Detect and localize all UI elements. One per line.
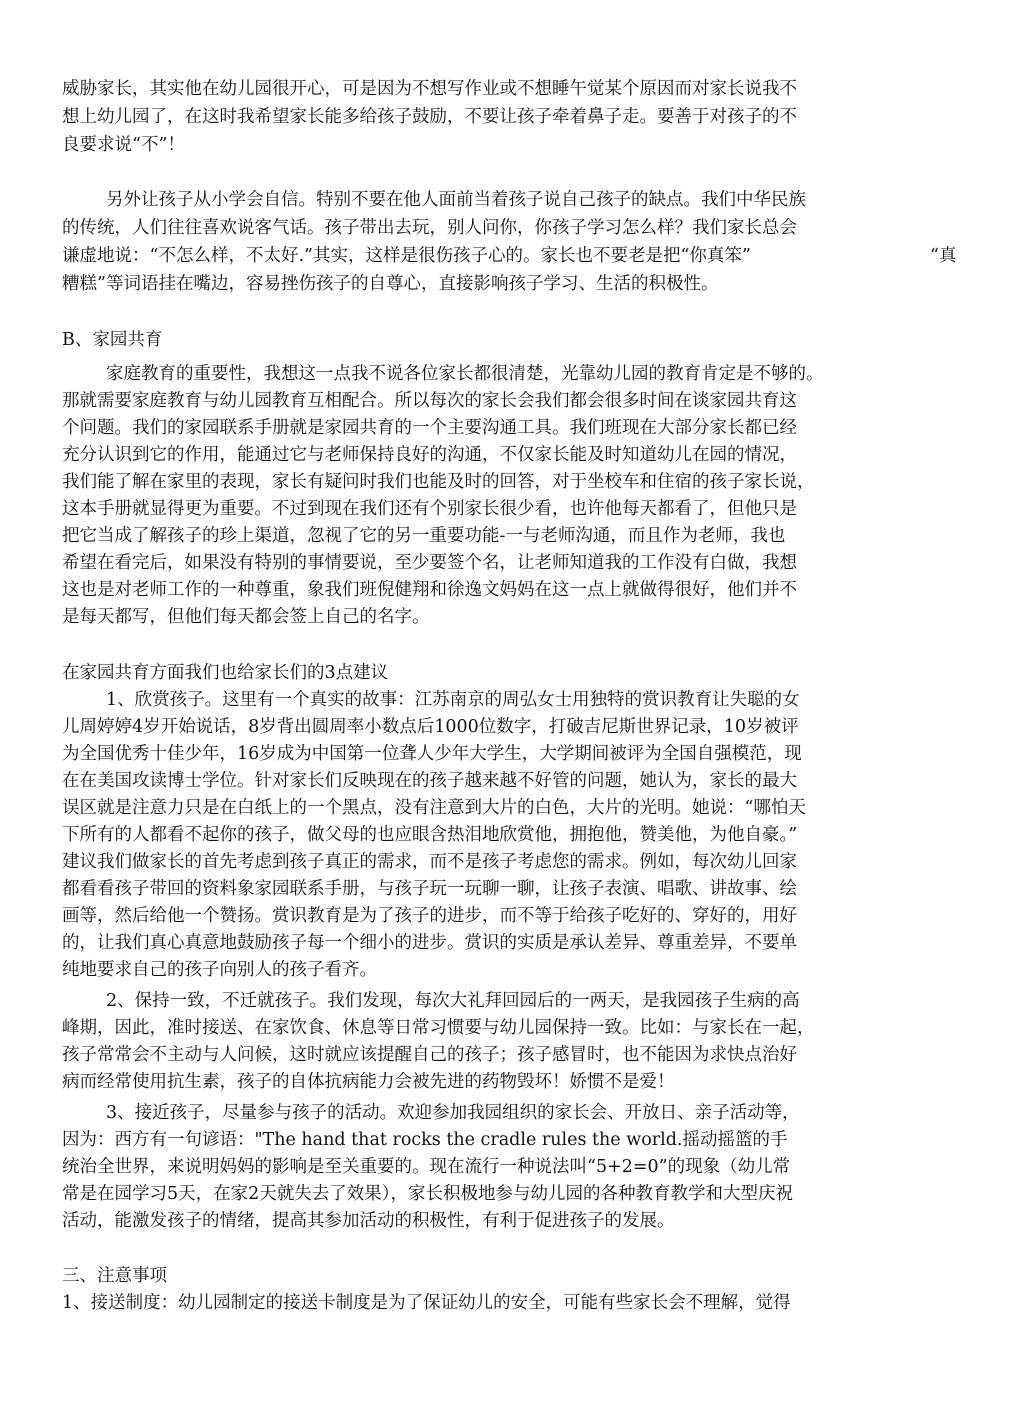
text-line: 3、接近孩子，尽量参与孩子的活动。欢迎参加我园组织的家长会、开放日、亲子活动等， <box>106 1103 800 1123</box>
text-line: 希望在看完后，如果没有特别的事情要说，至少要签个名，让老师知道我的工作没有白做，我想 <box>62 553 797 573</box>
text-line: 常是在园学习5天，在家2天就失去了效果），家长积极地参与幼儿园的各种教育教学和大型庆祝 <box>62 1184 794 1204</box>
text-line: 家庭教育的重要性，我想这一点我不说各位家长都很清楚，光靠幼儿园的教育肯定是不够的。 <box>106 364 824 384</box>
text-line: 建议我们做家长的首先考虑到孩子真正的需求，而不是孩子考虑您的需求。例如，每次幼儿回家 <box>62 852 797 872</box>
section-heading: 三、注意事项 <box>62 1266 167 1286</box>
text-line: 纯地要求自己的孩子向别人的孩子看齐。 <box>62 960 377 980</box>
section-heading: B、家园共育 <box>62 330 163 350</box>
text-line: 良要求说“不”！ <box>62 135 185 155</box>
text-line: 因为：西方有一句谚语："The hand that rocks the cradle rules the world.摇动摇篮的手 <box>62 1130 788 1150</box>
text-line: 谦虚地说：“不怎么样，不太好.”其实，这样是很伤孩子心的。家长也不要老是把“你真笨” <box>62 246 751 266</box>
text-line: 是每天都写，但他们每天都会签上自己的名字。 <box>62 607 430 627</box>
text-line: 我们能了解在家里的表现，家长有疑问时我们也能及时的回答，对于坐校车和住宿的孩子家长说， <box>62 472 815 492</box>
text-line: 活动，能激发孩子的情绪，提高其参加活动的积极性，有利于促进孩子的发展。 <box>62 1211 675 1231</box>
text-line: 威胁家长，其实他在幼儿园很开心，可是因为不想写作业或不想睡午觉某个原因而对家长说我不 <box>62 79 797 99</box>
text-line: 这本手册就显得更为重要。不过到现在我们还有个别家长很少看，也许他每天都看了，但他只是 <box>62 499 797 519</box>
text-line: 糟糕”等词语挂在嘴边，容易挫伤孩子的自尊心，直接影响孩子学习、生活的积极性。 <box>62 274 719 294</box>
text-line: 画等，然后给他一个赞扬。赏识教育是为了孩子的进步，而不等于给孩子吃好的、穿好的，用好 <box>62 906 797 926</box>
text-line: 1、接送制度：幼儿园制定的接送卡制度是为了保证幼儿的安全，可能有些家长会不理解，觉得 <box>62 1293 791 1313</box>
text-line: 想上幼儿园了，在这时我希望家长能多给孩子鼓励，不要让孩子牵着鼻子走。要善于对孩子的不 <box>62 107 797 127</box>
text-line: 误区就是注意力只是在白纸上的一个黑点，没有注意到大片的白色，大片的光明。她说：“哪怕天 <box>62 798 806 818</box>
text-line: 孩子常常会不主动与人问候，这时就应该提醒自己的孩子；孩子感冒时，也不能因为求快点治好 <box>62 1045 797 1065</box>
text-line: 的，让我们真心真意地鼓励孩子每一个细小的进步。赏识的实质是承认差异、尊重差异，不要单 <box>62 933 797 953</box>
text-line: 把它当成了解孩子的珍上渠道，忽视了它的另一重要功能-一与老师沟通，而且作为老师，我也 <box>62 526 786 546</box>
text-line: 下所有的人都看不起你的孩子，做父母的也应眼含热泪地欣赏他，拥抱他，赞美他，为他自豪。” <box>62 825 798 845</box>
text-line: 这也是对老师工作的一种尊重，象我们班倪健翔和徐逸文妈妈在这一点上就做得很好，他们并不 <box>62 580 797 600</box>
text-line: 统治全世界，来说明妈妈的影响是至关重要的。现在流行一种说法叫“5+2=0”的现象（幼儿常 <box>62 1157 791 1177</box>
text-line-fragment: “真 <box>930 246 957 266</box>
text-line: 1、欣赏孩子。这里有一个真实的故事：江苏南京的周弘女士用独特的赏识教育让失聪的女 <box>106 690 800 710</box>
text-line: 病而经常使用抗生素，孩子的自体抗病能力会被先进的药物毁坏！娇惯不是爱！ <box>62 1072 675 1092</box>
text-line: 另外让孩子从小学会自信。特别不要在他人面前当着孩子说自己孩子的缺点。我们中华民族 <box>106 190 806 210</box>
text-line: 在在美国攻读博士学位。针对家长们反映现在的孩子越来越不好管的问题，她认为，家长的最大 <box>62 771 797 791</box>
text-line: 个问题。我们的家园联系手册就是家园共育的一个主要沟通工具。我们班现在大部分家长都已经 <box>62 418 797 438</box>
text-line: 儿周婷婷4岁开始说话，8岁背出圆周率小数点后1000位数字，打破吉尼斯世界记录，10岁被评 <box>62 717 799 737</box>
text-line: 充分认识到它的作用，能通过它与老师保持良好的沟通，不仅家长能及时知道幼儿在园的情况， <box>62 445 797 465</box>
section-heading: 在家园共育方面我们也给家长们的3点建议 <box>62 663 389 683</box>
text-line: 的传统，人们往往喜欢说客气话。孩子带出去玩，别人问你，你孩子学习怎么样？我们家长总会 <box>62 218 797 238</box>
text-line: 那就需要家庭教育与幼儿园教育互相配合。所以每次的家长会我们都会很多时间在谈家园共育这 <box>62 391 797 411</box>
text-line: 2、保持一致，不迁就孩子。我们发现，每次大礼拜回园后的一两天，是我园孩子生病的高 <box>106 991 800 1011</box>
text-line: 峰期，因此，准时接送、在家饮食、休息等日常习惯要与幼儿园保持一致。比如：与家长在一起， <box>62 1018 815 1038</box>
text-line: 都看看孩子带回的资料象家园联系手册，与孩子玩一玩聊一聊，让孩子表演、唱歌、讲故事、绘 <box>62 879 797 899</box>
text-line: 为全国优秀十佳少年，16岁成为中国第一位聋人少年大学生，大学期间被评为全国自强模范，现 <box>62 744 802 764</box>
